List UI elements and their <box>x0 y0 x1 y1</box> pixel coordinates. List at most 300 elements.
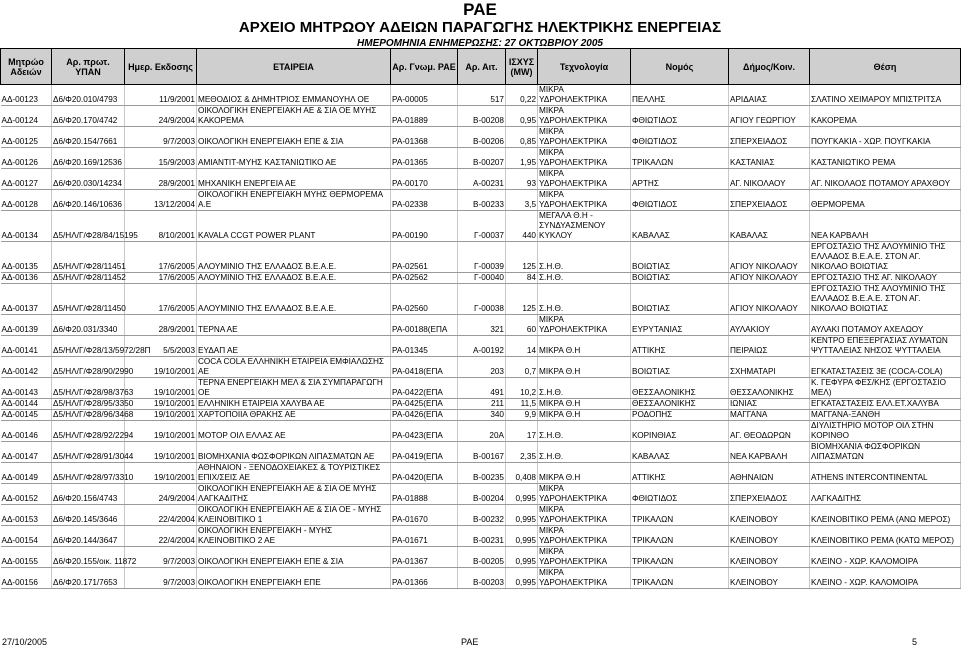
cell-protocol: Δ5/ΗΛ/Γ/Φ28/84/15195 <box>52 211 125 242</box>
cell-location: ΠΟΥΓΚΑΚΙΑ - ΧΩΡ. ΠΟΥΓΚΑΚΙΑ <box>810 127 961 148</box>
cell-application: 340 <box>458 410 506 421</box>
cell-company: COCA COLA ΕΛΛΗΝΙΚΗ ΕΤΑΙΡΕΙΑ ΕΜΦΙΑΛΩΣΗΣ ΑΕ <box>197 357 391 378</box>
cell-application: Β-00233 <box>458 190 506 211</box>
cell-company: ΟΙΚΟΛΟΓΙΚΗ ΕΝΕΡΓΕΙΑΚΗ ΑΕ & ΣΙΑ ΟΕ ΜΥΗΣ ΛΑΓΚΑΔΙΤΗΣ <box>197 484 391 505</box>
cell-power-mw: 60 <box>506 315 538 336</box>
cell-location: ATHENS INTERCONTINENTAL <box>810 463 961 484</box>
cell-company: ΑΘΗΝΑΙΟΝ - ΞΕΝΟΔΟΧΕΙΑΚΕΣ & ΤΟΥΡΙΣΤΙΚΕΣ ΕΠΙΧ/ΣΕΙΣ ΑΕ <box>197 463 391 484</box>
cell-location: ΛΑΓΚΑΔΙΤΗΣ <box>810 484 961 505</box>
cell-opinion: ΡΑ-0426(ΕΠΑ <box>391 410 458 421</box>
cell-protocol: Δ6/Φ20.010/4793 <box>52 85 125 106</box>
cell-location: ΕΡΓΟΣΤΑΣΙΟ ΤΗΣ ΑΛΟΥΜΙΝΙΟ ΤΗΣ ΕΛΛΑΔΟΣ Β.Ε.Α.Ε. ΣΤΟΝ ΑΓ. ΝΙΚΟΛΑΟ ΒΟΙΩΤΙΑΣ <box>810 284 961 315</box>
cell-power-mw: 84 <box>506 273 538 284</box>
footer-page-number: 5 <box>912 637 918 647</box>
cell-power-mw: 0,85 <box>506 127 538 148</box>
cell-power-mw: 0,995 <box>506 547 538 568</box>
table-row <box>1 211 961 242</box>
cell-municipality: ΣΠΕΡΧΕΙΑΔΟΣ <box>729 190 810 211</box>
cell-municipality: ΝΕΑ ΚΑΡΒΑΛΗ <box>729 442 810 463</box>
table-row <box>1 410 961 421</box>
cell-power-mw: 0,22 <box>506 85 538 106</box>
cell-prefecture: ΘΕΣΣΑΛΟΝΙΚΗΣ <box>631 399 729 410</box>
cell-company: ΧΑΡΤΟΠΟΙΙΑ ΘΡΑΚΗΣ ΑΕ <box>197 410 391 421</box>
cell-issue-date: 9/7/2003 <box>125 568 197 589</box>
cell-location: ΣΛΑΤΙΝΟ ΧΕΙΜΑΡΟΥ ΜΠΙΣΤΡΙΤΣΑ <box>810 85 961 106</box>
cell-protocol: Δ6/Φ20.170/4742 <box>52 106 125 127</box>
table-row <box>1 484 961 505</box>
cell-municipality: ΚΛΕΙΝΟΒΟΥ <box>729 526 810 547</box>
cell-location: ΜΑΓΓΑΝΑ-ΞΑΝΘΗ <box>810 410 961 421</box>
cell-issue-date: 19/10/2001 <box>125 410 197 421</box>
cell-prefecture: ΤΡΙΚΑΛΩΝ <box>631 547 729 568</box>
cell-registry-id: ΑΔ-00143 <box>1 378 52 399</box>
table-row <box>1 421 961 442</box>
cell-registry-id: ΑΔ-00136 <box>1 273 52 284</box>
cell-application: Β-00204 <box>458 484 506 505</box>
cell-protocol: Δ5/ΗΛ/Γ/Φ28/11451 <box>52 242 125 273</box>
cell-municipality: ΙΩΝΙΑΣ <box>729 399 810 410</box>
col-header-application: Αρ. Αιτ. <box>458 49 506 85</box>
cell-technology: ΜΙΚΡΑ Θ.Η <box>538 463 631 484</box>
col-header-prefecture: Νομός <box>631 49 729 85</box>
table-row <box>1 568 961 589</box>
table-row <box>1 127 961 148</box>
cell-municipality: ΠΕΙΡΑΙΩΣ <box>729 336 810 357</box>
cell-power-mw: 11,5 <box>506 399 538 410</box>
cell-opinion: ΡΑ-01670 <box>391 505 458 526</box>
cell-application: Γ-00037 <box>458 211 506 242</box>
cell-application: Β-00203 <box>458 568 506 589</box>
cell-company: ΜΗΧΑΝΙΚΗ ΕΝΕΡΓΕΙΑ ΑΕ <box>197 169 391 190</box>
cell-municipality: ΑΥΛΑΚΙΟΥ <box>729 315 810 336</box>
cell-power-mw: 125 <box>506 284 538 315</box>
cell-registry-id: ΑΔ-00149 <box>1 463 52 484</box>
table-row <box>1 284 961 315</box>
cell-technology: Σ.Η.Θ. <box>538 284 631 315</box>
cell-prefecture: ΒΟΙΩΤΙΑΣ <box>631 273 729 284</box>
cell-municipality: ΑΓΙΟΥ ΝΙΚΟΛΑΟΥ <box>729 284 810 315</box>
cell-technology: ΜΙΚΡΑ Θ.Η <box>538 336 631 357</box>
col-header-opinion: Αρ. Γνωμ. ΡΑΕ <box>391 49 458 85</box>
cell-registry-id: ΑΔ-00156 <box>1 568 52 589</box>
cell-protocol: Δ6/Φ20.169/12536 <box>52 148 125 169</box>
cell-prefecture: ΒΟΙΩΤΙΑΣ <box>631 357 729 378</box>
cell-prefecture: ΚΑΒΑΛΑΣ <box>631 211 729 242</box>
cell-prefecture: ΤΡΙΚΑΛΩΝ <box>631 505 729 526</box>
cell-power-mw: 0,95 <box>506 106 538 127</box>
cell-prefecture: ΦΘΙΩΤΙΔΟΣ <box>631 106 729 127</box>
cell-application: Β-00235 <box>458 463 506 484</box>
cell-application: Β-00205 <box>458 547 506 568</box>
table-row <box>1 106 961 127</box>
cell-power-mw: 9,9 <box>506 410 538 421</box>
cell-issue-date: 28/9/2001 <box>125 315 197 336</box>
cell-registry-id: ΑΔ-00125 <box>1 127 52 148</box>
table-row <box>1 526 961 547</box>
cell-location: ΕΓΚΑΤΑΣΤΑΣΕΙΣ ΕΛΛ.ΕΤ.ΧΑΛΥΒΑ <box>810 399 961 410</box>
cell-power-mw: 0,408 <box>506 463 538 484</box>
cell-power-mw: 14 <box>506 336 538 357</box>
table-row <box>1 242 961 273</box>
cell-issue-date: 11/9/2001 <box>125 85 197 106</box>
cell-opinion: ΡΑ-0425(ΕΠΑ <box>391 399 458 410</box>
cell-registry-id: ΑΔ-00128 <box>1 190 52 211</box>
cell-protocol: Δ6/Φ20.145/3646 <box>52 505 125 526</box>
col-header-power: ΙΣΧΥΣ (MW) <box>506 49 538 85</box>
cell-prefecture: ΑΡΤΗΣ <box>631 169 729 190</box>
cell-opinion: ΡΑ-01889 <box>391 106 458 127</box>
cell-protocol: Δ6/Φ20.156/4743 <box>52 484 125 505</box>
cell-protocol: Δ5/ΗΛ/Γ/Φ28/97/3310 <box>52 463 125 484</box>
cell-issue-date: 19/10/2001 <box>125 357 197 378</box>
cell-registry-id: ΑΔ-00146 <box>1 421 52 442</box>
cell-power-mw: 17 <box>506 421 538 442</box>
table-row <box>1 399 961 410</box>
cell-issue-date: 9/7/2003 <box>125 547 197 568</box>
cell-opinion: ΡΑ-0420(ΕΠΑ <box>391 463 458 484</box>
cell-location: ΚΑΚΟΡΕΜΑ <box>810 106 961 127</box>
table-row <box>1 442 961 463</box>
table-row <box>1 85 961 106</box>
table-row <box>1 547 961 568</box>
cell-power-mw: 0,995 <box>506 505 538 526</box>
cell-application: Γ-00040 <box>458 273 506 284</box>
cell-location: ΚΑΣΤΑΝΙΩΤΙΚΟ ΡΕΜΑ <box>810 148 961 169</box>
cell-municipality: ΑΓΙΟΥ ΓΕΩΡΓΙΟΥ <box>729 106 810 127</box>
cell-prefecture: ΒΟΙΩΤΙΑΣ <box>631 242 729 273</box>
cell-protocol: Δ5/ΗΛ/Γ/Φ28/92/2294 <box>52 421 125 442</box>
table-row <box>1 148 961 169</box>
footer-date: 27/10/2005 <box>2 637 48 647</box>
cell-location: ΚΛΕΙΝΟΒΙΤΙΚΟ ΡΕΜΑ (ΚΑΤΩ ΜΕΡΟΣ) <box>810 526 961 547</box>
cell-opinion: ΡΑ-0422(ΕΠΑ <box>391 378 458 399</box>
cell-registry-id: ΑΔ-00155 <box>1 547 52 568</box>
cell-company: ΟΙΚΟΛΟΓΙΚΗ ΕΝΕΡΓΕΙΑΚΗ ΕΠΕ & ΣΙΑ <box>197 127 391 148</box>
cell-company: ΑΛΟΥΜΙΝΙΟ ΤΗΣ ΕΛΛΑΔΟΣ Β.Ε.Α.Ε. <box>197 273 391 284</box>
cell-registry-id: ΑΔ-00141 <box>1 336 52 357</box>
cell-prefecture: ΦΘΙΩΤΙΔΟΣ <box>631 127 729 148</box>
cell-issue-date: 24/9/2004 <box>125 106 197 127</box>
cell-technology: ΜΙΚΡΑ ΥΔΡΟΗΛΕΚΤΡΙΚΑ <box>538 505 631 526</box>
cell-prefecture: ΕΥΡΥΤΑΝΙΑΣ <box>631 315 729 336</box>
cell-application: Β-00232 <box>458 505 506 526</box>
cell-protocol: Δ6/Φ20.155/οικ. 11872 <box>52 547 125 568</box>
cell-prefecture: ΘΕΣΣΑΛΟΝΙΚΗΣ <box>631 378 729 399</box>
cell-company: ΟΙΚΟΛΟΓΙΚΗ ΕΝΕΡΓΕΙΑΚΗ - ΜΥΗΣ ΚΛΕΙΝΟΒΙΤΙΚΟ 2 ΑΕ <box>197 526 391 547</box>
cell-municipality: ΣΠΕΡΧΕΙΑΔΟΣ <box>729 127 810 148</box>
cell-company: ΜΕΘΟΔΙΟΣ & ΔΗΜΗΤΡΙΟΣ ΕΜΜΑΝΟΥΗΛ ΟΕ <box>197 85 391 106</box>
cell-registry-id: ΑΔ-00124 <box>1 106 52 127</box>
cell-issue-date: 17/6/2005 <box>125 284 197 315</box>
cell-protocol: Δ6/Φ20.030/14234 <box>52 169 125 190</box>
cell-technology: ΜΕΓΑΛΑ Θ.Η - ΣΥΝΔΥΑΣΜΕΝΟΥ ΚΥΚΛΟΥ <box>538 211 631 242</box>
header-title: ΑΡΧΕΙΟ ΜΗΤΡΩΟΥ ΑΔΕΙΩΝ ΠΑΡΑΓΩΓΗΣ ΗΛΕΚΤΡΙΚΗΣ ΕΝΕΡΓΕΙΑΣ <box>238 19 722 36</box>
cell-issue-date: 19/10/2001 <box>125 442 197 463</box>
cell-issue-date: 15/9/2003 <box>125 148 197 169</box>
table-row <box>1 169 961 190</box>
cell-opinion: ΡΑ-02560 <box>391 284 458 315</box>
cell-issue-date: 5/5/2003 <box>125 336 197 357</box>
cell-technology: Σ.Η.Θ. <box>538 378 631 399</box>
cell-power-mw: 93 <box>506 169 538 190</box>
table-row <box>1 190 961 211</box>
cell-location: ΝΕΑ ΚΑΡΒΑΛΗ <box>810 211 961 242</box>
cell-opinion: ΡΑ-0419(ΕΠΑ <box>391 442 458 463</box>
cell-opinion: ΡΑ-02562 <box>391 273 458 284</box>
cell-opinion: ΡΑ-00005 <box>391 85 458 106</box>
cell-municipality: ΣΠΕΡΧΕΙΑΔΟΣ <box>729 484 810 505</box>
cell-company: ΒΙΟΜΗΧΑΝΙΑ ΦΩΣΦΟΡΙΚΩΝ ΛΙΠΑΣΜΑΤΩΝ ΑΕ <box>197 442 391 463</box>
col-header-registry: Μητρώο Αδειών <box>1 49 52 85</box>
cell-technology: ΜΙΚΡΑ ΥΔΡΟΗΛΕΚΤΡΙΚΑ <box>538 547 631 568</box>
cell-registry-id: ΑΔ-00123 <box>1 85 52 106</box>
cell-power-mw: 1,95 <box>506 148 538 169</box>
table-row <box>1 357 961 378</box>
cell-issue-date: 17/6/2005 <box>125 273 197 284</box>
cell-company: ΟΙΚΟΛΟΓΙΚΗ ΕΝΕΡΓΕΙΑΚΗ ΜΥΗΣ ΘΕΡΜΟΡΕΜΑ Α.Ε <box>197 190 391 211</box>
footer-center: ΡΑΕ <box>461 637 479 647</box>
cell-municipality: ΑΘΗΝΑΙΩΝ <box>729 463 810 484</box>
cell-application: Β-00231 <box>458 526 506 547</box>
cell-company: ΜΟΤΟΡ ΟΙΛ ΕΛΛΑΣ ΑΕ <box>197 421 391 442</box>
cell-registry-id: ΑΔ-00137 <box>1 284 52 315</box>
col-header-protocol: Αρ. πρωτ. ΥΠΑΝ <box>52 49 125 85</box>
cell-technology: Σ.Η.Θ. <box>538 242 631 273</box>
cell-company: ΟΙΚΟΛΟΓΙΚΗ ΕΝΕΡΓΕΙΑΚΗ ΑΕ & ΣΙΑ ΟΕ - ΜΥΗΣ ΚΛΕΙΝΟΒΙΤΙΚΟ 1 <box>197 505 391 526</box>
col-header-issue-date: Ημερ. Εκδοσης <box>125 49 197 85</box>
cell-protocol: Δ5/ΗΛ/Γ/Φ28/98/3763 <box>52 378 125 399</box>
cell-technology: Σ.Η.Θ. <box>538 442 631 463</box>
cell-power-mw: 2,35 <box>506 442 538 463</box>
table-body <box>1 85 961 589</box>
table-row <box>1 273 961 284</box>
cell-registry-id: ΑΔ-00127 <box>1 169 52 190</box>
cell-opinion: ΡΑ-0418(ΕΠΑ <box>391 357 458 378</box>
cell-technology: ΜΙΚΡΑ ΥΔΡΟΗΛΕΚΤΡΙΚΑ <box>538 106 631 127</box>
header-update-date: ΗΜΕΡΟΜΗΝΙΑ ΕΝΗΜΕΡΩΣΗΣ: 27 ΟΚΤΩΒΡΙΟΥ 2005 <box>357 38 603 49</box>
cell-technology: Σ.Η.Θ. <box>538 421 631 442</box>
cell-technology: ΜΙΚΡΑ Θ.Η <box>538 357 631 378</box>
cell-location: ΘΕΡΜΟΡΕΜΑ <box>810 190 961 211</box>
cell-registry-id: ΑΔ-00126 <box>1 148 52 169</box>
cell-opinion: ΡΑ-01671 <box>391 526 458 547</box>
cell-company: KAVALA CCGT POWER PLANT <box>197 211 391 242</box>
cell-issue-date: 24/9/2004 <box>125 484 197 505</box>
cell-municipality: ΘΕΣΣΑΛΟΝΙΚΗΣ <box>729 378 810 399</box>
cell-protocol: Δ6/Φ20.144/3647 <box>52 526 125 547</box>
cell-power-mw: 0,995 <box>506 484 538 505</box>
cell-prefecture: ΠΕΛΛΗΣ <box>631 85 729 106</box>
cell-technology: ΜΙΚΡΑ ΥΔΡΟΗΛΕΚΤΡΙΚΑ <box>538 85 631 106</box>
cell-registry-id: ΑΔ-00152 <box>1 484 52 505</box>
cell-application: Γ-00039 <box>458 242 506 273</box>
cell-company: ΤΕΡΝΑ ΕΝΕΡΓΕΙΑΚΗ ΜΕΛ & ΣΙΑ ΣΥΜΠΑΡΑΓΩΓΗ ΟΕ <box>197 378 391 399</box>
cell-location: ΕΓΚΑΤΑΣΤΑΣΕΙΣ 3Ε (COCA-COLA) <box>810 357 961 378</box>
cell-location: Κ. ΓΕΦΥΡΑ ΦΕΣ/ΚΗΣ (ΕΡΓΟΣΤΑΣΙΟ ΜΕΛ) <box>810 378 961 399</box>
header-line-1: ΡΑΕ <box>463 0 497 19</box>
cell-prefecture: ΡΟΔΟΠΗΣ <box>631 410 729 421</box>
cell-application: Β-00167 <box>458 442 506 463</box>
cell-company: ΑΛΟΥΜΙΝΙΟ ΤΗΣ ΕΛΛΑΔΟΣ Β.Ε.Α.Ε. <box>197 242 391 273</box>
cell-prefecture: ΑΤΤΙΚΗΣ <box>631 463 729 484</box>
col-header-company: ΕΤΑΙΡΕΙΑ <box>197 49 391 85</box>
cell-protocol: Δ5/ΗΛ/Γ/Φ28/90/2990 <box>52 357 125 378</box>
cell-protocol: Δ5/ΗΛ/Γ/Φ28/13/5972/28Π <box>52 336 125 357</box>
cell-application: Γ-00038 <box>458 284 506 315</box>
cell-location: ΚΛΕΙΝΟΒΙΤΙΚΟ ΡΕΜΑ (ΑΝΩ ΜΕΡΟΣ) <box>810 505 961 526</box>
table-header-row <box>1 49 961 85</box>
cell-application: Β-00207 <box>458 148 506 169</box>
cell-location: ΔΙΥΛΙΣΤΗΡΙΟ ΜΟΤΟΡ ΟΙΛ ΣΤΗΝ ΚΟΡΙΝΘΟ <box>810 421 961 442</box>
cell-company: ΑΜΙΑΝΤΙΤ-ΜΥΗΣ ΚΑΣΤΑΝΙΩΤΙΚΟ ΑΕ <box>197 148 391 169</box>
cell-municipality: ΚΛΕΙΝΟΒΟΥ <box>729 505 810 526</box>
table-row <box>1 315 961 336</box>
cell-application: Α-00231 <box>458 169 506 190</box>
table-row <box>1 505 961 526</box>
col-header-municipality: Δήμος/Κοιν. <box>729 49 810 85</box>
cell-municipality: ΣΧΗΜΑΤΑΡΙ <box>729 357 810 378</box>
cell-registry-id: ΑΔ-00142 <box>1 357 52 378</box>
cell-issue-date: 17/6/2005 <box>125 242 197 273</box>
cell-location: ΑΓ. ΝΙΚΟΛΑΟΣ ΠΟΤΑΜΟΥ ΑΡΑΧΘΟΥ <box>810 169 961 190</box>
cell-technology: ΜΙΚΡΑ ΥΔΡΟΗΛΕΚΤΡΙΚΑ <box>538 169 631 190</box>
cell-registry-id: ΑΔ-00153 <box>1 505 52 526</box>
cell-company: ΟΙΚΟΛΟΓΙΚΗ ΕΝΕΡΓΕΙΑΚΗ ΑΕ & ΣΙΑ ΟΕ ΜΥΗΣ ΚΑΚΟΡΕΜΑ <box>197 106 391 127</box>
cell-issue-date: 19/10/2001 <box>125 378 197 399</box>
cell-application: 203 <box>458 357 506 378</box>
cell-location: ΕΡΓΟΣΤΑΣΙΟ ΤΗΣ ΑΓ. ΝΙΚΟΛΑΟΥ <box>810 273 961 284</box>
cell-municipality: ΑΓ. ΘΕΟΔΩΡΩΝ <box>729 421 810 442</box>
cell-registry-id: ΑΔ-00144 <box>1 399 52 410</box>
page-footer <box>0 634 960 650</box>
cell-technology: ΜΙΚΡΑ ΥΔΡΟΗΛΕΚΤΡΙΚΑ <box>538 315 631 336</box>
cell-issue-date: 22/4/2004 <box>125 505 197 526</box>
cell-power-mw: 125 <box>506 242 538 273</box>
cell-registry-id: ΑΔ-00147 <box>1 442 52 463</box>
cell-registry-id: ΑΔ-00135 <box>1 242 52 273</box>
cell-application: Β-00206 <box>458 127 506 148</box>
cell-application: 517 <box>458 85 506 106</box>
cell-technology: ΜΙΚΡΑ ΥΔΡΟΗΛΕΚΤΡΙΚΑ <box>538 526 631 547</box>
cell-opinion: ΡΑ-02561 <box>391 242 458 273</box>
cell-location: ΒΙΟΜΗΧΑΝΙΑ ΦΩΣΦΟΡΙΚΩΝ ΛΙΠΑΣΜΑΤΩΝ <box>810 442 961 463</box>
cell-issue-date: 19/10/2001 <box>125 421 197 442</box>
cell-municipality: ΑΡΙΔΑΙΑΣ <box>729 85 810 106</box>
table-row <box>1 463 961 484</box>
cell-application: 321 <box>458 315 506 336</box>
cell-technology: ΜΙΚΡΑ ΥΔΡΟΗΛΕΚΤΡΙΚΑ <box>538 127 631 148</box>
cell-opinion: ΡΑ-01365 <box>391 148 458 169</box>
cell-application: 20Α <box>458 421 506 442</box>
cell-protocol: Δ6/Φ20.146/10636 <box>52 190 125 211</box>
cell-issue-date: 22/4/2004 <box>125 526 197 547</box>
cell-application: Β-00208 <box>458 106 506 127</box>
cell-technology: ΜΙΚΡΑ Θ.Η <box>538 399 631 410</box>
cell-company: ΤΕΡΝΑ ΑΕ <box>197 315 391 336</box>
cell-technology: ΜΙΚΡΑ ΥΔΡΟΗΛΕΚΤΡΙΚΑ <box>538 484 631 505</box>
cell-location: ΚΕΝΤΡΟ ΕΠΕΞΕΡΓΑΣΙΑΣ ΛΥΜΑΤΩΝ ΨΥΤΤΑΛΕΙΑΣ ΝΗΣΟΣ ΨΥΤΤΑΛΕΙΑ <box>810 336 961 357</box>
col-header-location: Θέση <box>810 49 961 85</box>
cell-prefecture: ΚΟΡΙΝΘΙΑΣ <box>631 421 729 442</box>
cell-opinion: ΡΑ-01888 <box>391 484 458 505</box>
cell-issue-date: 19/10/2001 <box>125 463 197 484</box>
cell-application: 211 <box>458 399 506 410</box>
cell-issue-date: 19/10/2001 <box>125 399 197 410</box>
cell-opinion: ΡΑ-01367 <box>391 547 458 568</box>
cell-power-mw: 10,2 <box>506 378 538 399</box>
cell-company: ΕΥΔΑΠ ΑΕ <box>197 336 391 357</box>
cell-location: ΚΛΕΙΝΟ - ΧΩΡ. ΚΑΛΟΜΟΙΡΑ <box>810 568 961 589</box>
cell-prefecture: ΑΤΤΙΚΗΣ <box>631 336 729 357</box>
cell-protocol: Δ6/Φ20.031/3340 <box>52 315 125 336</box>
table-row <box>1 336 961 357</box>
cell-issue-date: 8/10/2001 <box>125 211 197 242</box>
cell-registry-id: ΑΔ-00154 <box>1 526 52 547</box>
cell-opinion: ΡΑ-0423(ΕΠΑ <box>391 421 458 442</box>
cell-power-mw: 440 <box>506 211 538 242</box>
cell-municipality: ΑΓ. ΝΙΚΟΛΑΟΥ <box>729 169 810 190</box>
cell-prefecture: ΒΟΙΩΤΙΑΣ <box>631 284 729 315</box>
cell-power-mw: 3,5 <box>506 190 538 211</box>
cell-registry-id: ΑΔ-00139 <box>1 315 52 336</box>
cell-municipality: ΑΓΙΟΥ ΝΙΚΟΛΑΟΥ <box>729 242 810 273</box>
cell-prefecture: ΦΘΙΩΤΙΔΟΣ <box>631 484 729 505</box>
cell-technology: ΜΙΚΡΑ ΥΔΡΟΗΛΕΚΤΡΙΚΑ <box>538 148 631 169</box>
cell-technology: Σ.Η.Θ. <box>538 273 631 284</box>
cell-power-mw: 0,995 <box>506 568 538 589</box>
cell-municipality: ΚΑΒΑΛΑΣ <box>729 211 810 242</box>
cell-opinion: ΡΑ-01366 <box>391 568 458 589</box>
cell-protocol: Δ5/ΗΛ/Γ/Φ28/11450 <box>52 284 125 315</box>
cell-technology: ΜΙΚΡΑ ΥΔΡΟΗΛΕΚΤΡΙΚΑ <box>538 568 631 589</box>
cell-opinion: ΡΑ-01368 <box>391 127 458 148</box>
cell-technology: ΜΙΚΡΑ Θ.Η <box>538 410 631 421</box>
cell-prefecture: ΦΘΙΩΤΙΔΟΣ <box>631 190 729 211</box>
cell-issue-date: 13/12/2004 <box>125 190 197 211</box>
cell-registry-id: ΑΔ-00145 <box>1 410 52 421</box>
cell-location: ΕΡΓΟΣΤΑΣΙΟ ΤΗΣ ΑΛΟΥΜΙΝΙΟ ΤΗΣ ΕΛΛΑΔΟΣ Β.Ε.Α.Ε. ΣΤΟΝ ΑΓ. ΝΙΚΟΛΑΟ ΒΟΙΩΤΙΑΣ <box>810 242 961 273</box>
cell-prefecture: ΤΡΙΚΑΛΩΝ <box>631 148 729 169</box>
cell-protocol: Δ5/ΗΛ/Γ/Φ28/11452 <box>53 273 126 282</box>
cell-opinion: ΡΑ-00190 <box>391 211 458 242</box>
cell-application: Α-00192 <box>458 336 506 357</box>
cell-protocol: Δ6/Φ20.154/7661 <box>52 127 125 148</box>
cell-power-mw: 0,7 <box>506 357 538 378</box>
cell-municipality: ΑΓΙΟΥ ΝΙΚΟΛΑΟΥ <box>729 273 810 284</box>
cell-prefecture: ΚΑΒΑΛΑΣ <box>631 442 729 463</box>
cell-opinion: ΡΑ-00188(ΕΠΑ <box>391 315 458 336</box>
cell-opinion: ΡΑ-01345 <box>391 336 458 357</box>
cell-technology: ΜΙΚΡΑ ΥΔΡΟΗΛΕΚΤΡΙΚΑ <box>538 190 631 211</box>
cell-issue-date: 28/9/2001 <box>125 169 197 190</box>
cell-issue-date: 9/7/2003 <box>125 127 197 148</box>
cell-protocol: Δ5/ΗΛ/Γ/Φ28/91/3044 <box>52 442 125 463</box>
cell-company: ΑΛΟΥΜΙΝΙΟ ΤΗΣ ΕΛΛΑΔΟΣ Β.Ε.Α.Ε. <box>197 284 391 315</box>
cell-company: ΟΙΚΟΛΟΓΙΚΗ ΕΝΕΡΓΕΙΑΚΗ ΕΠΕ & ΣΙΑ <box>197 547 391 568</box>
cell-opinion: ΡΑ-00170 <box>391 169 458 190</box>
table-row <box>1 378 961 399</box>
cell-protocol: Δ5/ΗΛ/Γ/Φ28/95/3350 <box>53 399 134 408</box>
licenses-table <box>0 48 961 589</box>
cell-prefecture: ΤΡΙΚΑΛΩΝ <box>631 526 729 547</box>
cell-company: ΟΙΚΟΛΟΓΙΚΗ ΕΝΕΡΓΕΙΑΚΗ ΕΠΕ <box>197 568 391 589</box>
cell-municipality: ΚΛΕΙΝΟΒΟΥ <box>729 547 810 568</box>
cell-prefecture: ΤΡΙΚΑΛΩΝ <box>631 568 729 589</box>
cell-protocol: Δ5/ΗΛ/Γ/Φ28/96/3468 <box>53 410 134 419</box>
cell-opinion: ΡΑ-02338 <box>391 190 458 211</box>
cell-power-mw: 0,995 <box>506 526 538 547</box>
cell-location: ΚΛΕΙΝΟ - ΧΩΡ. ΚΑΛΟΜΟΙΡΑ <box>810 547 961 568</box>
